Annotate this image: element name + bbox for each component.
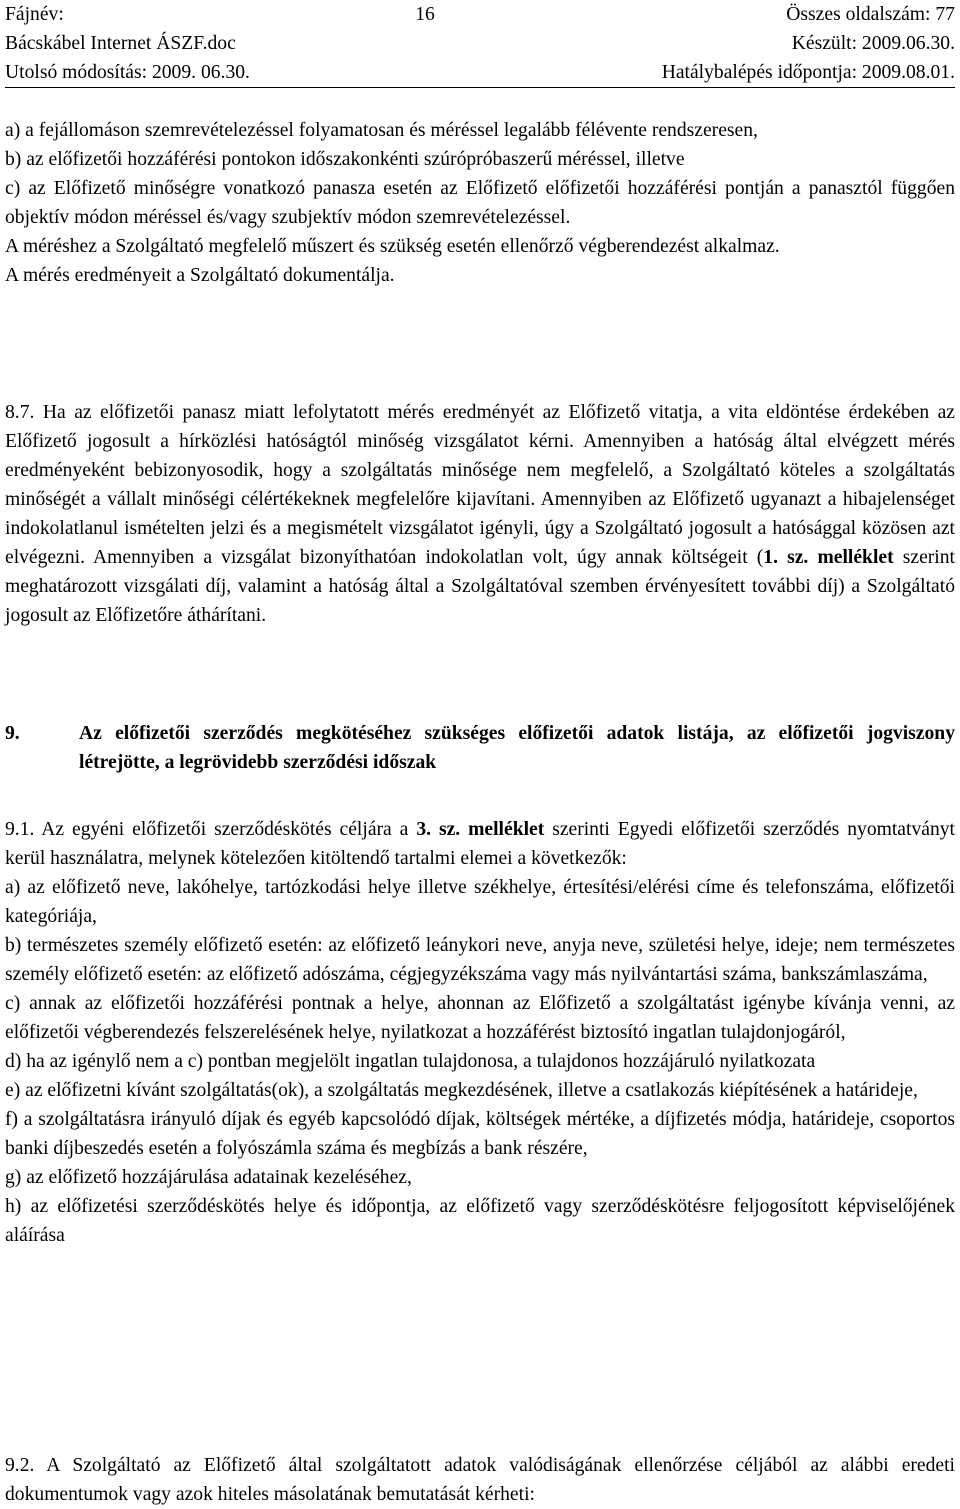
para-9-1-text-cont: szerinti Egyedi előfizetői szerződés nyomtatványt kerül használatra, melynek kötelezően kitöltendő tartalmi elemei a következők: <box>5 819 955 869</box>
list-item-a: a) a fejállomáson szemrevételezéssel folyamatosan és méréssel legalább félévente rendszeresen, <box>5 120 758 141</box>
section-9-title: Az előfizetői szerződés megkötéséhez szükséges előfizetői adatok listája, az előfizetői jogviszony létrejötte, a legrövidebb szerződési időszak <box>79 723 955 773</box>
list-item: f) a szolgáltatásra irányuló díjak és egyéb kapcsolódó díjak, költségek mértéke, a díjfizetés módja, határideje, csoportos banki díjbeszedés esetén a folyószámla száma és megbízás a bank részére, <box>5 1109 955 1159</box>
para-8-7-text: 8.7. Ha az előfizetői panasz miatt lefolytatott mérés eredményét az Előfizető vitatja, a vita eldöntése érdekében az Előfizető jogosult a hírközlési hatóságtól minőség vizsgálatot kérni. Amennyiben a hatóság által elvégzett mérés eredményeként bebizonyosodik, hogy a szolgáltatás minősége nem megfelelő, a Szolgáltató köteles a szolgáltatás minőségét a vállalt minőségi célértékeknek megfelelőre kijavítani. Amennyiben az Előfizető ugyanazt a hibajelenséget indokolatlanul ismételten jelzi és a megismételt vizsgálatot igényli, úgy a Szolgáltató jogosult a hatósággal közösen azt elvégezni. Amennyiben a vizsgálat bizonyíthatóan indokolatlan volt, úgy annak költségeit ( <box>5 402 955 568</box>
measurement-equipment-text: A méréshez a Szolgáltató megfelelő műszert és szükség esetén ellenőrző végberendezést alkalmaz. <box>5 236 780 257</box>
list-item: c) annak az előfizetői hozzáférési pontnak a helye, ahonnan az Előfizető a szolgáltatást igénybe kívánja venni, az előfizetői végberendezés felszerelésének helye, nyilatkozat a hozzáférést biztosító ingatlan tulajdonjogáról, <box>5 993 955 1043</box>
header-row-2 <box>5 29 955 58</box>
total-pages: Összes oldalszám: 77 <box>786 4 955 25</box>
page-header <box>5 0 955 88</box>
para-8-7-text-cont: szerint meghatározott vizsgálati díj, valamint a hatóság által a Szolgáltatóval szemben érvényesített további díj) a Szolgáltató jogosult az Előfizetőre áthárítani. <box>5 547 955 626</box>
list-item: b) természetes személy előfizető esetén: az előfizető leánykori neve, anyja neve, születési helye, ideje; nem természetes személy előfizető esetén: az előfizető adószáma, cégjegyzékszáma vagy más nyilvántartási száma, bankszámlaszáma, <box>5 935 955 985</box>
paragraph-8-7 <box>5 398 955 630</box>
list-item: a) az előfizető neve, lakóhelye, tartózkodási helye illetve székhelye, értesítési/elérési címe és telefonszáma, előfizetői kategóriája, <box>5 877 955 927</box>
paragraph-9-1 <box>5 815 955 1250</box>
annex-3-reference: 3. sz. melléklet <box>416 819 545 840</box>
modified-date: Utolsó módosítás: 2009. 06.30. <box>5 62 250 83</box>
section-9-number: 9. <box>5 723 20 744</box>
list-item-b: b) az előfizetői hozzáférési pontokon időszakonkénti szúrópróbaszerű méréssel, illetve <box>5 149 685 170</box>
effective-date: Hatálybalépés időpontja: 2009.08.01. <box>661 62 955 83</box>
annex-1-reference: 1. sz. melléklet <box>763 547 894 568</box>
list-item-c: c) az Előfizető minőségre vonatkozó panasza esetén az Előfizető előfizetői hozzáférési pontján a panasztól függően objektív módon méréssel és/vagy szubjektív módon szemrevételezéssel. <box>5 178 955 228</box>
measurement-list <box>5 116 955 290</box>
created-date: Készült: 2009.06.30. <box>791 33 955 54</box>
page-number: 16 <box>415 4 435 25</box>
list-item: h) az előfizetési szerződéskötés helye és időpontja, az előfizető vagy szerződéskötésre feljogosított képviselőjének aláírása <box>5 1196 955 1246</box>
list-item: d) ha az igénylő nem a c) pontban megjelölt ingatlan tulajdonosa, a tulajdonos hozzájáruló nyilatkozata <box>5 1051 816 1072</box>
list-item: g) az előfizető hozzájárulása adatainak kezeléséhez, <box>5 1167 412 1188</box>
header-row-1 <box>5 0 955 29</box>
section-9-heading <box>5 719 955 777</box>
para-9-2-text: 9.2. A Szolgáltató az Előfizető által szolgáltatott adatok valódiságának ellenőrzése céljából az alábbi eredeti dokumentumok vagy azok hiteles másolatának bemutatását kérheti: <box>5 1455 955 1505</box>
measurement-documentation-text: A mérés eredményeit a Szolgáltató dokumentálja. <box>5 265 395 286</box>
header-row-3 <box>5 58 955 88</box>
filename-label: Fájnév: <box>5 4 64 25</box>
para-9-1-text: 9.1. Az egyéni előfizetői szerződéskötés céljára a <box>5 819 417 840</box>
list-item: e) az előfizetni kívánt szolgáltatás(ok), a szolgáltatás megkezdésének, illetve a csatlakozás kiépítésének a határideje, <box>5 1080 918 1101</box>
paragraph-9-2 <box>5 1451 955 1509</box>
document-filename: Bácskábel Internet ÁSZF.doc <box>5 33 236 54</box>
